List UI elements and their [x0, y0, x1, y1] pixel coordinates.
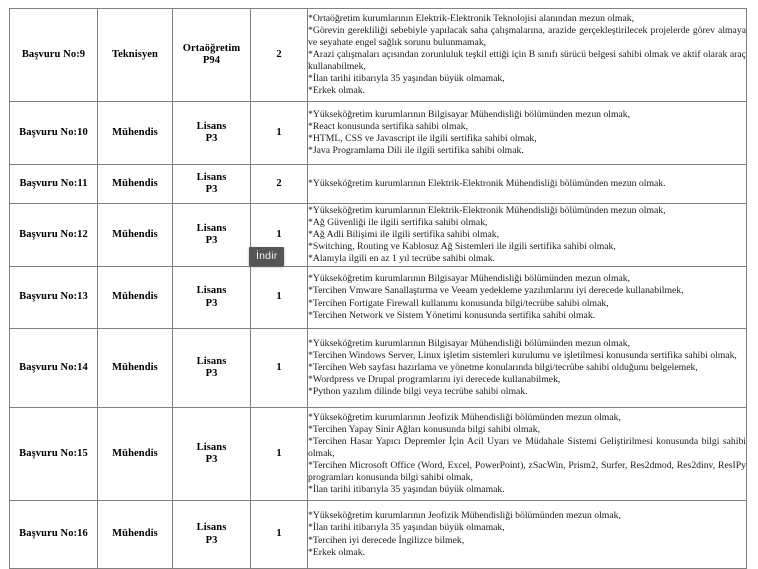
- requirements-table: [9, 8, 747, 569]
- requirement-line: *Tercihen Web sayfası hazırlama ve yönetme konularında bilgi/tecrübe sahibi olduğunu belgelemek,: [308, 361, 698, 373]
- requirement-line: *Yükseköğretim kurumlarının Jeofizik Mühendisliği bölümünden mezun olmak,: [308, 510, 621, 522]
- requirement-line: *Arazi çalışmaları açısından zorunluluk teşkil ettiği için B sınıfı sürücü belgesi sahibi olmak ve aktif olarak araç kullanabilmek,: [308, 48, 746, 73]
- requirement-line: *Yükseköğretim kurumlarının Bilgisayar Mühendisliği bölümünden mezun olmak,: [308, 108, 631, 120]
- education-line-2: P3: [205, 235, 218, 246]
- requirement-line: *Yükseköğretim kurumlarının Elektrik-Elektronik Mühendisliği bölümünden mezun olmak.: [308, 177, 666, 189]
- table-row: [10, 9, 747, 102]
- requirement-line: *Yükseköğretim kurumlarının Bilgisayar Mühendisliği bölümünden mezun olmak,: [308, 273, 631, 285]
- education-line-1: Lisans: [196, 355, 227, 367]
- education-line-1: Lisans: [196, 120, 227, 132]
- education-line-1: Ortaöğretim: [182, 42, 241, 54]
- requirement-line: *React konusunda sertifika sahibi olmak,: [308, 120, 469, 132]
- education-line-2: P3: [205, 368, 218, 379]
- requirement-line: *Tercihen Yapay Sinir Ağları konusunda bilgi sahibi olmak,: [308, 423, 541, 435]
- requirement-line: *Erkek olmak.: [308, 546, 366, 558]
- requirement-line: *Tercihen Network ve Sistem Yönetimi konusunda sertifika sahibi olmak.: [308, 309, 596, 321]
- requirement-line: *Ağ Güvenliği ile ilgili sertifika sahibi olmak,: [308, 216, 488, 228]
- education-line-2: P3: [205, 133, 218, 144]
- requirement-line: *Wordpress ve Drupal programlarını iyi derecede kullanabilmek,: [308, 374, 561, 386]
- education-level-cell: [173, 102, 251, 165]
- position-title-cell: Mühendis: [98, 329, 173, 408]
- requirement-line: *İlan tarihi itibarıyla 35 yaşından büyük olmamak,: [308, 73, 505, 85]
- requirements-cell: [308, 501, 747, 569]
- table-row: [10, 501, 747, 569]
- table-row: [10, 165, 747, 204]
- requirements-cell: [308, 165, 747, 204]
- position-title-cell: Teknisyen: [98, 9, 173, 102]
- table-body: [10, 9, 747, 569]
- quota-count-cell: 2: [251, 165, 308, 204]
- education-level-cell: [173, 9, 251, 102]
- requirement-line: *Tercihen Windows Server, Linux işletim sistemleri kurulumu ve işletilmesi konusunda sertifika sahibi olmak,: [308, 349, 737, 361]
- education-line-2: P3: [205, 534, 218, 546]
- quota-count-cell: 1: [251, 102, 308, 165]
- application-no-cell: Başvuru No:15: [10, 408, 98, 501]
- requirement-line: *Alanıyla ilgili en az 1 yıl tecrübe sahibi olmak.: [308, 253, 495, 265]
- education-line-1: Lisans: [196, 222, 227, 234]
- quota-count-cell: 1: [251, 408, 308, 501]
- requirement-line: *İlan tarihi itibarıyla 35 yaşından büyük olmamak,: [308, 522, 505, 534]
- requirements-cell: [308, 204, 747, 267]
- application-no-cell: Başvuru No:14: [10, 329, 98, 408]
- requirement-line: *Java Programlama Dili ile ilgili sertifika sahibi olmak.: [308, 145, 524, 157]
- table-row: [10, 267, 747, 329]
- education-level-cell: [173, 165, 251, 204]
- education-line-1: Lisans: [196, 285, 227, 296]
- application-no-cell: Başvuru No:13: [10, 267, 98, 329]
- position-title-cell: Mühendis: [98, 408, 173, 501]
- application-no-cell: Başvuru No:16: [10, 501, 98, 569]
- requirements-cell: [308, 329, 747, 408]
- quota-count-cell: 2: [251, 9, 308, 102]
- requirement-line: *İlan tarihi itibarıyla 35 yaşından büyük olmamak.: [308, 484, 505, 496]
- table-row: [10, 204, 747, 267]
- position-title-cell: Mühendis: [98, 204, 173, 267]
- application-no-cell: Başvuru No:12: [10, 204, 98, 267]
- requirement-line: *Ortaöğretim kurumlarının Elektrik-Elektronik Teknolojisi alanından mezun olmak,: [308, 12, 635, 24]
- education-line-1: Lisans: [196, 171, 227, 183]
- requirement-line: *Switching, Routing ve Kablosuz Ağ Sistemleri ile ilgili sertifika sahibi olmak,: [308, 241, 616, 253]
- quota-count-cell: 1: [251, 329, 308, 408]
- position-title-cell: Mühendis: [98, 267, 173, 329]
- requirement-line: *Görevin gerekliliği sebebiyle yapılacak saha çalışmalarına, arazide gerçekleştirilecek projelerde görev almaya ve seyahate engel sağlık sorunu bulunmamak,: [308, 24, 746, 48]
- requirement-line: *Yükseköğretim kurumlarının Jeofizik Mühendisliği bölümünden mezun olmak,: [308, 411, 621, 423]
- requirements-cell: [308, 102, 747, 165]
- position-title-cell: Mühendis: [98, 501, 173, 569]
- education-level-cell: [173, 501, 251, 569]
- position-title-cell: Mühendis: [98, 102, 173, 165]
- application-no-cell: Başvuru No:11: [10, 165, 98, 204]
- download-tooltip-label: İndir: [256, 250, 278, 262]
- requirement-line: *Erkek olmak.: [308, 85, 366, 97]
- application-no-cell: Başvuru No:9: [10, 9, 98, 102]
- requirement-line: *Tercihen Fortigate Firewall kullanımı konusunda bilgi/tecrübe sahibi olmak,: [308, 297, 609, 309]
- requirement-line: *Tercihen Vmware Sanallaştırma ve Veeam yedekleme yazılımlarını iyi derecede kullanabilmek,: [308, 285, 684, 297]
- download-tooltip[interactable]: [249, 247, 284, 266]
- requirements-cell: [308, 9, 747, 102]
- education-level-cell: [173, 267, 251, 329]
- requirement-line: *Tercihen Microsoft Office (Word, Excel, PowerPoint), zSacWin, Prism2, Surfer, Res2dmod, Res2dinv, ResIPy programları konusunda bilgi sahibi olmak,: [308, 460, 746, 484]
- requirement-line: *Tercihen iyi derecede İngilizce bilmek,: [308, 534, 465, 546]
- education-line-2: P3: [205, 297, 218, 309]
- education-level-cell: [173, 204, 251, 267]
- education-level-cell: [173, 408, 251, 501]
- education-line-2: P3: [205, 184, 218, 195]
- quota-count-cell: 1: [251, 267, 308, 329]
- education-line-1: Lisans: [196, 522, 227, 533]
- requirements-cell: [308, 408, 747, 501]
- requirement-line: *Ağ Adli Bilişimi ile ilgili sertifika sahibi olmak,: [308, 228, 500, 240]
- table-row: [10, 408, 747, 501]
- requirements-cell: [308, 267, 747, 329]
- requirement-line: *Python yazılım dilinde bilgi veya tecrübe sahibi olmak.: [308, 386, 528, 398]
- requirement-line: *HTML, CSS ve Javascript ile ilgili sertifika sahibi olmak,: [308, 133, 537, 144]
- position-title-cell: Mühendis: [98, 165, 173, 204]
- education-line-2: P3: [205, 454, 218, 465]
- application-no-cell: Başvuru No:10: [10, 102, 98, 165]
- education-line-2: P94: [202, 55, 221, 66]
- table-row: [10, 329, 747, 408]
- requirement-line: *Tercihen Hasar Yapıcı Depremler İçin Acil Uyarı ve Müdahale Sistemi Geliştirilmesi konusunda bilgi sahibi olmak,: [308, 435, 746, 459]
- quota-count-cell: 1: [251, 204, 308, 267]
- quota-count-cell: 1: [251, 501, 308, 569]
- education-level-cell: [173, 329, 251, 408]
- education-line-1: Lisans: [196, 441, 227, 453]
- requirement-line: *Yükseköğretim kurumlarının Bilgisayar Mühendisliği bölümünden mezun olmak,: [308, 337, 631, 349]
- table-row: [10, 102, 747, 165]
- requirement-line: *Yükseköğretim kurumlarının Elektrik-Elektronik Mühendisliği bölümünden mezun olmak,: [308, 204, 666, 216]
